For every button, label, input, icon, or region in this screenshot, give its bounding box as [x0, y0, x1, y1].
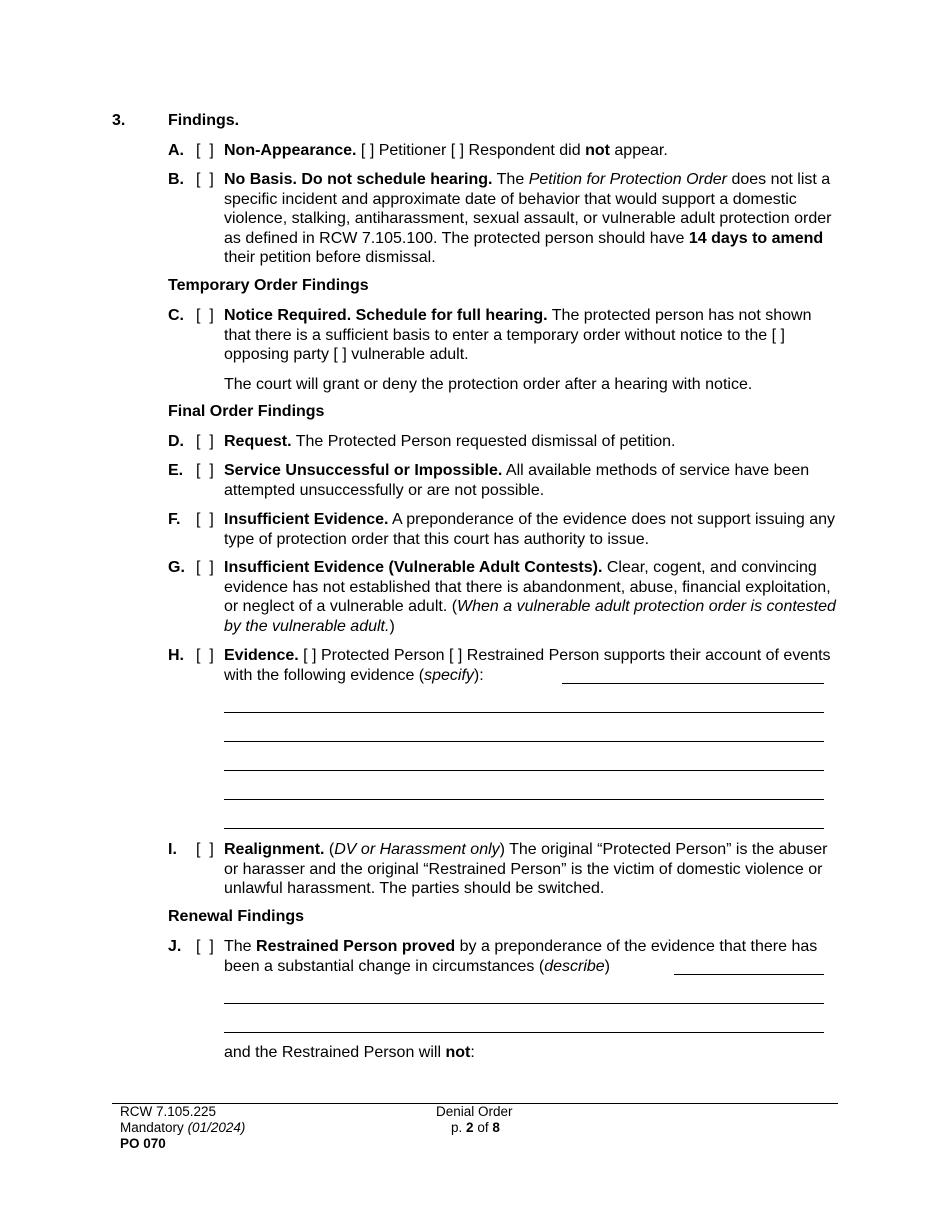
emphasis-not: not [445, 1044, 471, 1061]
circumstances-line[interactable] [224, 1032, 824, 1033]
item-text: ( [328, 841, 335, 858]
item-letter: B. [168, 171, 184, 188]
page-of: of [477, 1120, 489, 1135]
item-title: Insufficient Evidence. [224, 511, 389, 528]
footer-page [451, 1120, 513, 1136]
finding-h [168, 646, 838, 685]
finding-g [168, 558, 838, 636]
checkbox[interactable]: [ ] [196, 171, 214, 188]
finding-b [168, 170, 838, 268]
page-total: 8 [492, 1120, 500, 1135]
footer-mandatory [120, 1120, 245, 1136]
footer-mandatory-label: Mandatory [120, 1120, 184, 1135]
checkbox[interactable]: [ ] [196, 433, 214, 450]
item-title: Restrained Person proved [256, 938, 456, 955]
hearing-note: The court will grant or deny the protection order after a hearing with notice. [224, 376, 753, 393]
item-letter: J. [168, 938, 182, 955]
footer-center [436, 1104, 513, 1136]
circumstances-line[interactable] [224, 1003, 824, 1004]
item-text: does not list a specific incident and approximate date of behavior that would support a domestic violence, stalking, antiharassment, sexual assault, or vulnerable adult protection order as defined in RCW 7.105.100. The protected person should have [224, 171, 832, 247]
footer-rcw: RCW 7.105.225 [120, 1104, 217, 1119]
item-text: Clear, cogent, and convincing evidence has not established that there is abandonment, abuse, financial exploitation, or neglect of a vulnerable adult. ( [224, 559, 831, 616]
finding-d [168, 432, 838, 452]
checkbox[interactable]: [ ] [196, 841, 214, 858]
item-text: by a preponderance of the evidence that there has been a substantial change in circumstances ( [224, 938, 818, 975]
checkbox[interactable]: [ ] [196, 511, 214, 528]
item-title: No Basis. Do not schedule hearing. [224, 171, 493, 188]
finding-e [168, 461, 838, 500]
footer-left [120, 1104, 245, 1152]
emphasis-not: not [585, 142, 610, 159]
item-text: The [224, 938, 252, 955]
page-number: 2 [466, 1120, 474, 1135]
item-text: ) [604, 957, 610, 975]
evidence-line[interactable] [224, 828, 824, 829]
closing-colon: : [470, 1044, 475, 1061]
scope-note: DV or Harassment only [334, 841, 500, 858]
finding-j [168, 937, 838, 976]
petition-name: Petition for Protection Order [528, 171, 727, 188]
section-title: Findings. [168, 112, 240, 129]
heading-renewal: Renewal Findings [168, 908, 305, 925]
item-title: Realignment. [224, 841, 325, 858]
item-letter: I. [168, 841, 177, 858]
item-letter: G. [168, 559, 185, 576]
finding-a [168, 141, 838, 161]
item-text: ): [473, 666, 484, 684]
item-text: ) The original “Protected Person” is the abuser or harasser and the original “Restrained Person” is the victim of domestic violence or unlawful harassment. The parties should be switched. [224, 841, 828, 898]
item-letter: A. [168, 142, 184, 159]
item-letter: E. [168, 462, 184, 479]
checkbox[interactable]: [ ] [196, 938, 214, 955]
item-letter: D. [168, 433, 184, 450]
respondent-option[interactable]: [ ] Respondent did [450, 142, 581, 159]
item-title: Notice Required. Schedule for full hearing. [224, 307, 548, 324]
item-text: their petition before dismissal. [224, 249, 436, 267]
item-text: ) [389, 617, 395, 635]
checkbox[interactable]: [ ] [196, 462, 214, 479]
item-letter: C. [168, 307, 184, 324]
finding-f [168, 510, 838, 549]
protected-person-option[interactable]: [ ] Protected Person [303, 647, 445, 664]
evidence-line[interactable] [224, 741, 824, 742]
item-title: Non-Appearance. [224, 142, 357, 159]
item-title: Insufficient Evidence (Vulnerable Adult Contests). [224, 559, 603, 576]
finding-c [168, 306, 838, 365]
item-text: All available methods of service have been attempted unsuccessfully or are not possible. [224, 462, 810, 499]
item-text: The Protected Person requested dismissal of petition. [295, 433, 676, 450]
item-letter: F. [168, 511, 181, 528]
evidence-line[interactable] [224, 799, 824, 800]
item-text: The [496, 171, 525, 188]
specify-label: specify [424, 666, 474, 684]
checkbox[interactable]: [ ] [196, 307, 214, 324]
closing-text [224, 1043, 844, 1063]
item-text: appear. [614, 142, 668, 159]
checkbox[interactable]: [ ] [196, 647, 214, 664]
amend-days: 14 days to amend [688, 229, 824, 247]
item-title: Evidence. [224, 647, 299, 664]
vulnerable-adult-option[interactable]: [ ] vulnerable adult. [333, 346, 469, 364]
finding-i [168, 840, 838, 899]
describe-label: describe [544, 957, 605, 975]
restrained-person-option[interactable]: [ ] Restrained Person supports their account of events with the following evidence ( [224, 647, 831, 684]
heading-temporary: Temporary Order Findings [168, 277, 369, 294]
item-letter: H. [168, 647, 184, 664]
item-text: The protected person has not shown that there is a sufficient basis to enter a temporary order without notice to the [224, 307, 812, 344]
item-title: Service Unsuccessful or Impossible. [224, 462, 503, 479]
closing-label: and the Restrained Person will [224, 1044, 442, 1061]
evidence-line[interactable] [224, 712, 824, 713]
page-prefix: p. [451, 1120, 463, 1135]
item-title: Request. [224, 433, 292, 450]
circumstances-field[interactable] [674, 974, 824, 975]
checkbox[interactable]: [ ] [196, 142, 214, 159]
footer-form-number: PO 070 [120, 1136, 166, 1151]
footer-date: (01/2024) [187, 1120, 246, 1135]
petitioner-option[interactable]: [ ] Petitioner [360, 142, 447, 159]
item-text: A preponderance of the evidence does not support issuing any type of protection order that this court has authority to issue. [224, 511, 836, 548]
evidence-line[interactable] [224, 770, 824, 771]
footer-title: Denial Order [436, 1104, 513, 1119]
evidence-field[interactable] [562, 683, 824, 684]
opposing-party-option[interactable]: [ ] opposing party [224, 326, 785, 364]
checkbox[interactable]: [ ] [196, 559, 214, 576]
heading-final: Final Order Findings [168, 403, 325, 420]
contest-note: When a vulnerable adult protection order is contested by the vulnerable adult. [224, 598, 836, 635]
section-number: 3. [112, 112, 126, 129]
